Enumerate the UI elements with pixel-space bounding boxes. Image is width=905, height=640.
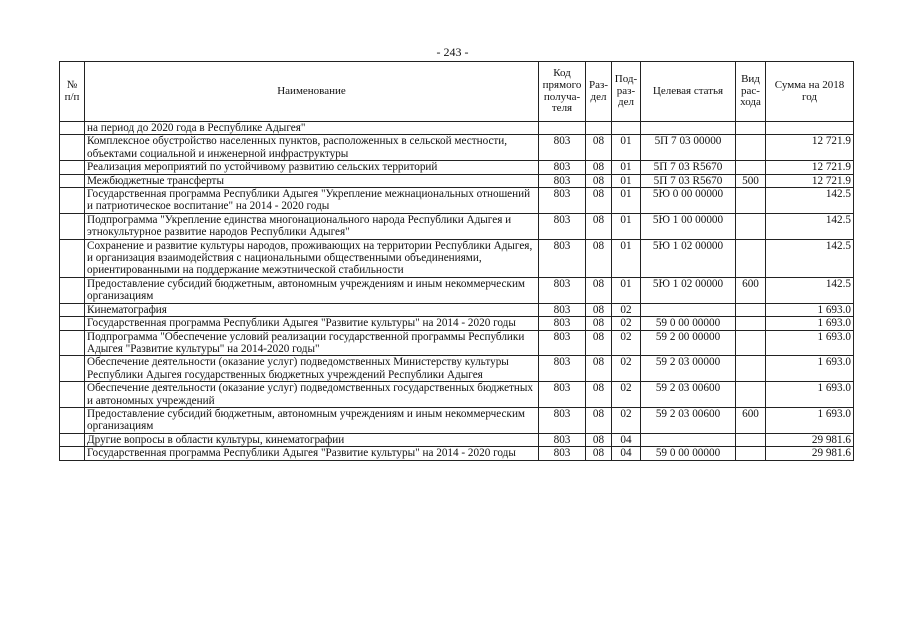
cell-num — [60, 188, 85, 214]
table-row — [60, 135, 854, 161]
cell-summa: 142.5 — [766, 188, 854, 214]
cell-vid — [736, 447, 766, 460]
cell-celevaya: 59 2 03 00000 — [641, 356, 736, 382]
cell-vid — [736, 161, 766, 174]
cell-celevaya: 5Ю 0 00 00000 — [641, 188, 736, 214]
cell-kod: 803 — [539, 161, 586, 174]
cell-celevaya: 59 2 00 00000 — [641, 330, 736, 356]
cell-podrazdel: 01 — [612, 161, 641, 174]
cell-summa: 1 693.0 — [766, 330, 854, 356]
cell-kod: 803 — [539, 303, 586, 316]
table-row — [60, 433, 854, 446]
cell-summa: 12 721.9 — [766, 174, 854, 187]
cell-podrazdel: 01 — [612, 277, 641, 303]
cell-razdel: 08 — [586, 188, 612, 214]
cell-vid — [736, 433, 766, 446]
table-row — [60, 122, 854, 135]
cell-podrazdel: 01 — [612, 188, 641, 214]
cell-summa: 142.5 — [766, 213, 854, 239]
cell-celevaya: 59 2 03 00600 — [641, 382, 736, 408]
cell-kod: 803 — [539, 188, 586, 214]
cell-podrazdel: 02 — [612, 330, 641, 356]
header-kod: Код прямого получа-теля — [539, 62, 586, 122]
header-podrazdel: Под-раз-дел — [612, 62, 641, 122]
cell-num — [60, 407, 85, 433]
cell-razdel: 08 — [586, 317, 612, 330]
cell-vid — [736, 330, 766, 356]
cell-razdel: 08 — [586, 239, 612, 277]
cell-celevaya — [641, 303, 736, 316]
table-row — [60, 317, 854, 330]
cell-podrazdel — [612, 122, 641, 135]
cell-vid — [736, 188, 766, 214]
cell-summa — [766, 122, 854, 135]
cell-kod: 803 — [539, 174, 586, 187]
table-row — [60, 330, 854, 356]
cell-podrazdel: 02 — [612, 407, 641, 433]
cell-podrazdel: 02 — [612, 303, 641, 316]
cell-name: Предоставление субсидий бюджетным, автономным учреждениям и иным некоммерческим организациям — [85, 277, 539, 303]
cell-podrazdel: 01 — [612, 135, 641, 161]
cell-vid — [736, 303, 766, 316]
header-vid: Вид рас-хода — [736, 62, 766, 122]
cell-name: Подпрограмма "Обеспечение условий реализации государственной программы Республики Адыгея "Развитие культуры" на 2014-2020 годы" — [85, 330, 539, 356]
cell-podrazdel: 01 — [612, 213, 641, 239]
table-row — [60, 213, 854, 239]
cell-kod: 803 — [539, 382, 586, 408]
cell-kod: 803 — [539, 447, 586, 460]
header-summa: Сумма на 2018 год — [766, 62, 854, 122]
cell-summa: 12 721.9 — [766, 161, 854, 174]
cell-razdel: 08 — [586, 407, 612, 433]
cell-name: Государственная программа Республики Адыгея "Развитие культуры" на 2014 - 2020 годы — [85, 317, 539, 330]
cell-celevaya: 5Ю 1 02 00000 — [641, 239, 736, 277]
cell-kod: 803 — [539, 317, 586, 330]
cell-podrazdel: 04 — [612, 433, 641, 446]
cell-kod: 803 — [539, 277, 586, 303]
cell-razdel: 08 — [586, 174, 612, 187]
cell-celevaya — [641, 433, 736, 446]
cell-num — [60, 239, 85, 277]
cell-razdel: 08 — [586, 135, 612, 161]
cell-num — [60, 356, 85, 382]
table-row — [60, 356, 854, 382]
cell-kod: 803 — [539, 407, 586, 433]
cell-summa: 1 693.0 — [766, 356, 854, 382]
cell-summa: 29 981.6 — [766, 447, 854, 460]
cell-razdel: 08 — [586, 303, 612, 316]
cell-podrazdel: 04 — [612, 447, 641, 460]
cell-name: на период до 2020 года в Республике Адыгея" — [85, 122, 539, 135]
cell-vid: 500 — [736, 174, 766, 187]
cell-razdel — [586, 122, 612, 135]
cell-kod: 803 — [539, 433, 586, 446]
cell-podrazdel: 01 — [612, 239, 641, 277]
cell-razdel: 08 — [586, 382, 612, 408]
cell-razdel: 08 — [586, 330, 612, 356]
cell-summa: 29 981.6 — [766, 433, 854, 446]
cell-vid — [736, 135, 766, 161]
page-number: - 243 - — [436, 45, 469, 59]
cell-vid — [736, 239, 766, 277]
cell-vid: 600 — [736, 407, 766, 433]
cell-kod: 803 — [539, 239, 586, 277]
cell-razdel: 08 — [586, 277, 612, 303]
cell-summa: 1 693.0 — [766, 303, 854, 316]
cell-celevaya: 59 0 00 00000 — [641, 317, 736, 330]
table-row — [60, 188, 854, 214]
cell-kod: 803 — [539, 356, 586, 382]
cell-kod: 803 — [539, 135, 586, 161]
cell-name: Кинематография — [85, 303, 539, 316]
cell-name: Реализация мероприятий по устойчивому развитию сельских территорий — [85, 161, 539, 174]
table-row — [60, 161, 854, 174]
cell-name: Подпрограмма "Укрепление единства многонационального народа Республики Адыгея и этнокультурное развитие народов Республики Адыгея" — [85, 213, 539, 239]
cell-num — [60, 161, 85, 174]
cell-vid — [736, 356, 766, 382]
cell-celevaya: 59 0 00 00000 — [641, 447, 736, 460]
cell-num — [60, 330, 85, 356]
header-name: Наименование — [85, 62, 539, 122]
cell-summa: 1 693.0 — [766, 407, 854, 433]
cell-name: Государственная программа Республики Адыгея "Развитие культуры" на 2014 - 2020 годы — [85, 447, 539, 460]
cell-razdel: 08 — [586, 213, 612, 239]
cell-num — [60, 122, 85, 135]
cell-podrazdel: 01 — [612, 174, 641, 187]
cell-vid — [736, 213, 766, 239]
table-row — [60, 382, 854, 408]
header-celevaya: Целевая статья — [641, 62, 736, 122]
header-num: № п/п — [60, 62, 85, 122]
cell-kod: 803 — [539, 330, 586, 356]
cell-num — [60, 382, 85, 408]
cell-name: Межбюджетные трансферты — [85, 174, 539, 187]
table-row — [60, 239, 854, 277]
cell-podrazdel: 02 — [612, 382, 641, 408]
cell-num — [60, 277, 85, 303]
cell-name: Обеспечение деятельности (оказание услуг) подведомственных государственных бюджетных и автономных учреждений — [85, 382, 539, 408]
cell-podrazdel: 02 — [612, 356, 641, 382]
cell-celevaya: 5П 7 03 R5670 — [641, 174, 736, 187]
cell-num — [60, 447, 85, 460]
cell-name: Комплексное обустройство населенных пунктов, расположенных в сельской местности, объектами социальной и инженерной инфраструктуры — [85, 135, 539, 161]
cell-num — [60, 213, 85, 239]
table-row — [60, 277, 854, 303]
cell-vid — [736, 122, 766, 135]
cell-name: Сохранение и развитие культуры народов, проживающих на территории Республики Адыгея, и организация взаимодействия с национальными общественными объединениями, ориентированными на поддержание межэтнической стабильности — [85, 239, 539, 277]
cell-summa: 142.5 — [766, 277, 854, 303]
cell-razdel: 08 — [586, 356, 612, 382]
table-row — [60, 303, 854, 316]
cell-celevaya — [641, 122, 736, 135]
cell-razdel: 08 — [586, 447, 612, 460]
cell-kod: 803 — [539, 213, 586, 239]
cell-summa: 1 693.0 — [766, 382, 854, 408]
cell-celevaya: 5Ю 1 02 00000 — [641, 277, 736, 303]
cell-num — [60, 433, 85, 446]
cell-razdel: 08 — [586, 433, 612, 446]
cell-name: Другие вопросы в области культуры, кинематографии — [85, 433, 539, 446]
cell-name: Обеспечение деятельности (оказание услуг) подведомственных Министерству культуры Республики Адыгея государственных бюджетных учреждений Республики Адыгея — [85, 356, 539, 382]
cell-celevaya: 5П 7 03 R5670 — [641, 161, 736, 174]
budget-table — [59, 61, 854, 461]
table-row — [60, 447, 854, 460]
cell-num — [60, 317, 85, 330]
cell-vid: 600 — [736, 277, 766, 303]
cell-vid — [736, 317, 766, 330]
table-body — [60, 122, 854, 461]
cell-vid — [736, 382, 766, 408]
cell-summa: 1 693.0 — [766, 317, 854, 330]
cell-celevaya: 5П 7 03 00000 — [641, 135, 736, 161]
cell-razdel: 08 — [586, 161, 612, 174]
cell-num — [60, 135, 85, 161]
cell-name: Предоставление субсидий бюджетным, автономным учреждениям и иным некоммерческим организациям — [85, 407, 539, 433]
header-razdel: Раз-дел — [586, 62, 612, 122]
cell-podrazdel: 02 — [612, 317, 641, 330]
cell-kod — [539, 122, 586, 135]
cell-num — [60, 303, 85, 316]
cell-name: Государственная программа Республики Адыгея "Укрепление межнациональных отношений и патриотическое воспитание" на 2014 - 2020 годы — [85, 188, 539, 214]
cell-summa: 12 721.9 — [766, 135, 854, 161]
cell-num — [60, 174, 85, 187]
cell-celevaya: 59 2 03 00600 — [641, 407, 736, 433]
cell-celevaya: 5Ю 1 00 00000 — [641, 213, 736, 239]
cell-summa: 142.5 — [766, 239, 854, 277]
table-row — [60, 407, 854, 433]
table-row — [60, 174, 854, 187]
table-header-row — [60, 62, 854, 122]
